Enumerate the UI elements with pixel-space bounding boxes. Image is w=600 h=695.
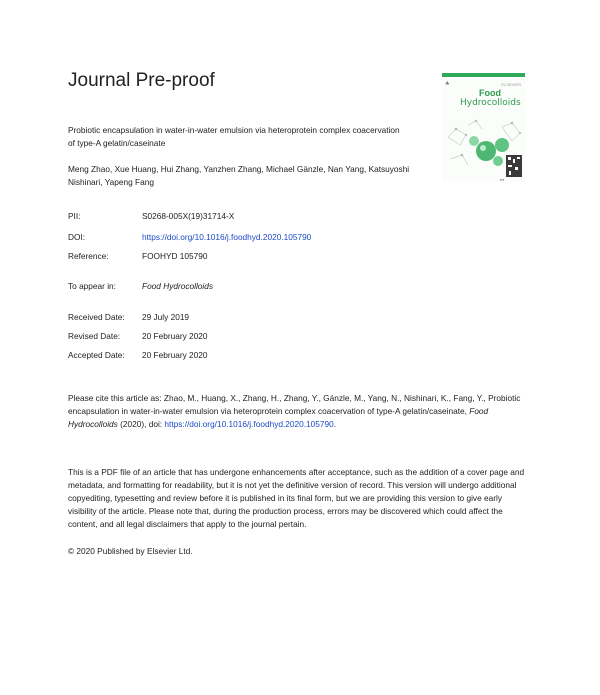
journal-cover-image xyxy=(442,73,525,181)
doi-label: DOI: xyxy=(68,232,86,242)
reference-label: Reference: xyxy=(68,251,109,261)
article-authors: Meng Zhao, Xue Huang, Hui Zhang, Yanzhen Zhang, Michael Gänzle, Nan Yang, Katsuyoshi Nishinari, Yapeng Fang xyxy=(68,164,410,187)
revised-date-value: 20 February 2020 xyxy=(142,331,208,341)
article-title: Probiotic encapsulation in water-in-water emulsion via heteroprotein complex coacervation of type-A gelatin/caseinate xyxy=(68,125,400,148)
received-date-value: 29 July 2019 xyxy=(142,312,190,322)
accepted-date-label: Accepted Date: xyxy=(68,350,125,360)
copyright-line: © 2020 Published by Elsevier Ltd. xyxy=(68,546,193,556)
appear-in-label: To appear in: xyxy=(68,281,116,291)
doi-link[interactable]: https://doi.org/10.1016/j.foodhyd.2020.105790 xyxy=(142,232,312,242)
revised-date-label: Revised Date: xyxy=(68,331,121,341)
cover-molecule-graphic xyxy=(442,115,525,181)
citation-journal: Food Hydrocolloids xyxy=(68,406,489,429)
pii-label: PII: xyxy=(68,211,81,221)
reference-value: FOOHYD 105790 xyxy=(142,251,208,261)
citation-paragraph xyxy=(68,392,526,431)
publisher-mark: ELSEVIER xyxy=(501,82,521,87)
citation-text: Please cite this article as: Zhao, M., Huang, X., Zhang, H., Zhang, Y., Gänzle, M., Yang, N., Nishinari, K., Fang, Y., Probiotic encapsulation in water-in-water emulsion via heteroprotein complex coacervation of type-A gelatin/caseinate, xyxy=(68,393,521,416)
cover-journal-name-line1: Food xyxy=(479,88,501,98)
received-date-label: Received Date: xyxy=(68,312,125,322)
citation-year-doi: (2020), doi: xyxy=(117,419,165,429)
preproof-notice: This is a PDF file of an article that has undergone enhancements after acceptance, such as the addition of a cover page and metadata, and formatting for readability, but it is not yet the definitive version of record. This version will undergo additional copyediting, typesetting and review before it is published in its final form, but we are providing this version to give early visibility of the article. Please note that, during the production process, errors may be discovered which could affect the content, and all legal disclaimers that apply to the journal pertain. xyxy=(68,467,525,529)
appear-in-journal: Food Hydrocolloids xyxy=(142,281,214,291)
citation-doi-link[interactable]: https://doi.org/10.1016/j.foodhyd.2020.105790 xyxy=(164,419,334,429)
pii-value: S0268-005X(19)31714-X xyxy=(142,211,235,221)
journal-preproof-heading: Journal Pre-proof xyxy=(68,70,215,91)
svg-text:▪▪▪: ▪▪▪ xyxy=(500,177,505,182)
elsevier-tree-logo: ♣ xyxy=(445,81,450,87)
accepted-date-value: 20 February 2020 xyxy=(142,350,208,360)
cover-journal-name-line2: Hydrocolloids xyxy=(460,98,521,108)
citation-end: . xyxy=(333,419,337,429)
